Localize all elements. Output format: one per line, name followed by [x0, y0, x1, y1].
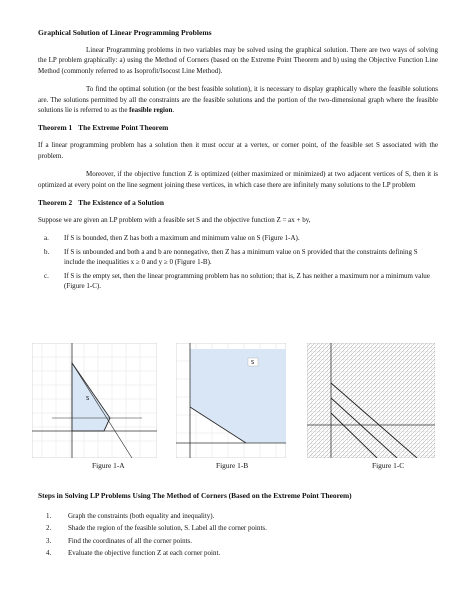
steps-section [38, 490, 438, 561]
theorem2-intro: Suppose we are given an LP problem with a feasible set S and the objective function Z = ax + by, [38, 216, 311, 225]
figures-row [32, 343, 442, 473]
steps-heading: Steps in Solving LP Problems Using The Method of Corners (Based on the Extreme Point Theorem) [38, 491, 352, 500]
figure-1a-caption: Figure 1-A [92, 461, 125, 470]
document-body [38, 28, 438, 300]
step-text: Graph the constraints (both equality and inequality). [68, 512, 215, 520]
theorem1-heading [38, 123, 438, 132]
theorem2-list [38, 233, 438, 291]
region-label-a: S [86, 396, 90, 402]
step-text: Find the coordinates of all the corner points. [68, 536, 193, 545]
step-label: 3. [46, 536, 52, 545]
step-item [46, 536, 438, 546]
figure-1b-graph [176, 343, 286, 458]
item-label: b. [44, 247, 50, 256]
figure-1b-caption: Figure 1-B [216, 461, 249, 470]
item-label: a. [44, 234, 49, 243]
theorem2-item-b [44, 247, 438, 268]
theorem1-name: The Extreme Point Theorem [78, 123, 169, 133]
feasible-region-term: feasible region [129, 106, 173, 115]
theorem1-paragraph-1: If a linear programming problem has a solution then it must occur at a vertex, or corner point, of the feasible set S associated with the problem. [38, 141, 438, 160]
theorem2-number: Theorem 2 [38, 198, 73, 208]
theorem2-heading [38, 198, 438, 207]
figure-1b [176, 343, 286, 470]
step-item [46, 548, 438, 558]
theorem2-name: The Existence of a Solution [78, 198, 164, 208]
theorem1-paragraph-2: Moreover, if the objective function Z is optimized (either maximized or minimized) at two adjacent vertices of S, then it is optimized at every point on the line segment joining these vertices, in which case there are infinitely many solutions to the LP problem [38, 170, 438, 189]
step-label: 4. [46, 549, 52, 558]
step-text: Shade the region of the feasible solution, S. Label all the corner points. [68, 524, 267, 533]
step-label: 1. [46, 512, 52, 520]
item-text: If S is bounded, then Z has both a maximum and minimum value on S (Figure 1-A). [64, 234, 300, 243]
theorem2-item-c [44, 271, 438, 292]
step-item [46, 523, 438, 533]
intro-paragraph-2 [38, 84, 438, 115]
figure-1c-graph [307, 343, 435, 458]
figure-1c-caption: Figure 1-C [372, 461, 405, 470]
intro-p2-text: To find the optimal solution (or the best feasible solution), it is necessary to display graphically where the feasible solutions are. The solutions permitted by all the constraints are the feasible solutions and the portion of the two-dimensional graph where the feasible solutions lie is referred to as the [38, 85, 438, 115]
item-label: c. [44, 271, 49, 280]
item-text: If S is the empty set, then the linear programming problem has no solution; that is, Z has neither a maximum nor a minimum value (Figure 1-C). [64, 271, 430, 291]
step-text: Evaluate the objective function Z at each corner point. [68, 549, 221, 558]
figure-1a-graph [32, 343, 157, 458]
step-label: 2. [46, 524, 52, 533]
theorem2-item-a [44, 233, 438, 243]
page-title: Graphical Solution of Linear Programming Problems [38, 28, 212, 37]
intro-p2-end: . [172, 106, 175, 115]
theorem1-number: Theorem 1 [38, 123, 73, 133]
region-label-b: S [251, 360, 255, 366]
figure-1c [307, 343, 435, 470]
steps-list [38, 511, 438, 559]
intro-paragraph-1: Linear Programming problems in two variables may be solved using the graphical solution. There are two ways of solving the LP problem graphically: a) using the Method of Corners (based on the Extreme Point Theorem and b) using the Objective Function Line Method (commonly referred to as Isoprofit/Isocost Line Method). [38, 46, 438, 75]
item-text: If S is unbounded and both a and b are nonnegative, then Z has a minimum value on S provided that the constraints defining S include the inequalities x ≥ 0 and y ≥ 0 (Figure 1-B). [64, 247, 418, 267]
figure-1a [32, 343, 157, 470]
step-item [46, 511, 438, 521]
